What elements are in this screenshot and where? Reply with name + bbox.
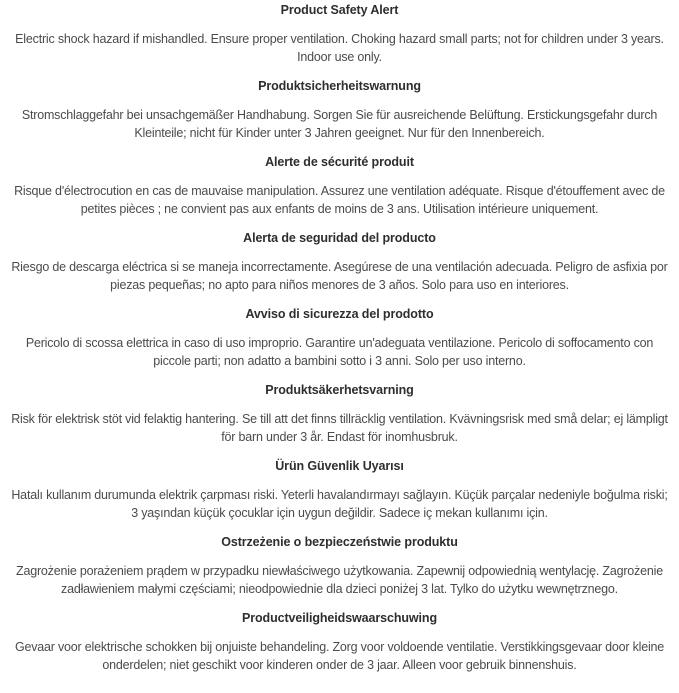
safety-title-german: Produktsicherheitswarnung — [258, 79, 421, 93]
safety-body-polish: Zagrożenie porażeniem prądem w przypadku niewłaściwego użytkowania. Zapewnij odpowiednią wentylację. Zagrożenie zadławieniem małymi częściami; nieodpowiednie dla dzieci poniżej 3 lat. Tylko do użytku wewnętrznego. — [16, 564, 663, 596]
safety-section-polish — [7, 533, 672, 598]
safety-title-turkish: Ürün Güvenlik Uyarısı — [275, 459, 404, 473]
safety-body-swedish: Risk för elektrisk stöt vid felaktig hantering. Se till att det finns tillräcklig ventilation. Kvävningsrisk med små delar; ej lämpligt för barn under 3 år. Endast för inomhusbruk. — [11, 412, 668, 444]
safety-body-spanish: Riesgo de descarga eléctrica si se maneja incorrectamente. Asegúrese de una ventilación adecuada. Peligro de asfixia por piezas pequeñas; no apto para niños menores de 3 años. Solo para uso en interiores. — [11, 260, 668, 292]
safety-title-english: Product Safety Alert — [280, 3, 399, 17]
safety-title-spanish: Alerta de seguridad del producto — [243, 231, 436, 245]
safety-title-dutch: Productveiligheidswaarschuwing — [242, 611, 437, 625]
safety-section-turkish — [7, 457, 672, 522]
safety-section-english — [7, 1, 672, 66]
safety-body-english: Electric shock hazard if mishandled. Ensure proper ventilation. Choking hazard small parts; not for children under 3 years. Indoor use only. — [15, 32, 664, 64]
safety-body-italian: Pericolo di scossa elettrica in caso di uso improprio. Garantire un'adeguata ventilazione. Pericolo di soffocamento con piccole parti; non adatto a bambini sotto i 3 anni. Solo per uso interno. — [25, 336, 654, 368]
safety-title-french: Alerte de sécurité produit — [265, 155, 414, 169]
safety-section-german — [7, 77, 672, 142]
safety-section-french — [7, 153, 672, 218]
safety-title-polish: Ostrzeżenie o bezpieczeństwie produktu — [221, 535, 458, 549]
safety-section-italian — [7, 305, 672, 370]
safety-body-german: Stromschlaggefahr bei unsachgemäßer Handhabung. Sorgen Sie für ausreichende Belüftung. Erstickungsgefahr durch Kleinteile; nicht für Kinder unter 3 Jahren geeignet. Nur für den Innenbereich. — [21, 108, 658, 140]
safety-body-dutch: Gevaar voor elektrische schokken bij onjuiste behandeling. Zorg voor voldoende ventilatie. Verstikkingsgevaar door kleine onderdelen; niet geschikt voor kinderen onder de 3 jaar. Alleen voor gebruik binnenshuis. — [14, 640, 665, 672]
safety-body-turkish: Hatalı kullanım durumunda elektrik çarpması riski. Yeterli havalandırmayı sağlayın. Küçük parçalar nedeniyle boğulma riski; 3 yaşından küçük çocuklar için uygun değildir. Sadece iç mekan kullanımı için. — [11, 488, 668, 520]
safety-section-spanish — [7, 229, 672, 294]
safety-title-swedish: Produktsäkerhetsvarning — [265, 383, 414, 397]
safety-section-dutch — [7, 609, 672, 674]
safety-body-french: Risque d'électrocution en cas de mauvaise manipulation. Assurez une ventilation adéquate. Risque d'étouffement avec de petites pièces ; ne convient pas aux enfants de moins de 3 ans. Utilisation intérieure uniquement. — [14, 184, 665, 216]
safety-title-italian: Avviso di sicurezza del prodotto — [245, 307, 434, 321]
safety-section-swedish — [7, 381, 672, 446]
